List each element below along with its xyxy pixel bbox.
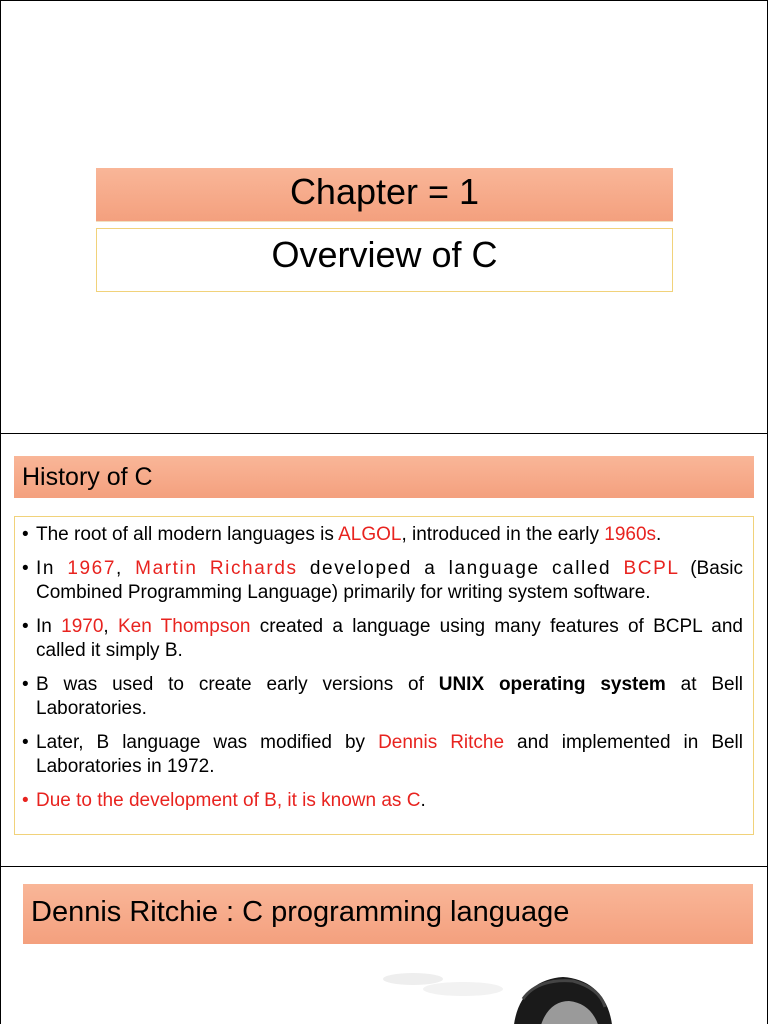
bullet-text: . [420,789,426,811]
highlight-text: 1970 [61,615,104,637]
slide-history [0,433,768,867]
bullet-icon: • [22,557,29,579]
bullet-text: , introduced in the early [401,524,605,545]
chapter-subtitle: Overview of C [96,228,673,292]
ritchie-heading: Dennis Ritchie : C programming language [23,884,753,944]
bullet-icon: • [22,615,29,637]
bullet-icon: • [22,524,29,545]
bullet-item-algol [22,523,743,548]
highlight-text: BCPL [623,557,680,579]
bullet-item-b-language [22,615,743,664]
highlight-text: ALGOL [338,524,402,545]
chapter-heading: Chapter = 1 [96,168,673,222]
bullet-text: In [36,557,68,579]
bold-text: UNIX operating system [438,673,666,695]
bullet-text: The root of all modern languages is [36,524,339,545]
highlight-text: Martin Richards [135,557,298,579]
highlight-text: 1967 [67,557,116,579]
bullet-icon: • [22,673,29,695]
bullet-icon: • [22,789,29,811]
history-content-box [14,516,754,835]
bullet-text: created a language using many features of BCPL and called it simply B. [36,615,743,661]
slide-chapter-title [0,0,768,434]
bullet-text: In [36,615,62,637]
highlight-text: Ken Thompson [117,615,251,637]
bullet-text: Later, B language was modified by [36,731,379,753]
bullet-text: , [103,615,118,637]
bullet-item-ritche [22,731,743,780]
bullet-text: at Bell Laboratories. [36,673,744,719]
bullet-text: B was used to create early versions of [36,673,439,695]
highlight-text: 1960s [604,524,657,545]
slide-dennis-ritchie [0,866,768,1024]
bullet-item-unix [22,673,743,722]
bullet-text: (Basic Combined Programming Language) primarily for writing system software. [36,557,743,603]
history-heading: History of C [14,456,754,498]
history-bullet-list [22,523,743,813]
bullet-item-known-as-c [22,789,743,814]
bullet-text: and implemented in Bell Laboratories in 1972. [36,731,743,777]
bullet-icon: • [22,731,29,753]
bullet-text: . [656,524,662,545]
bullet-text: , [116,557,136,579]
dennis-ritchie-photo [373,959,633,1024]
bullet-item-bcpl [22,557,743,606]
highlight-text: Due to the development of B, it is known as C [36,789,421,811]
highlight-text: Dennis Ritche [378,731,505,753]
bullet-text: developed a language called [297,557,624,579]
